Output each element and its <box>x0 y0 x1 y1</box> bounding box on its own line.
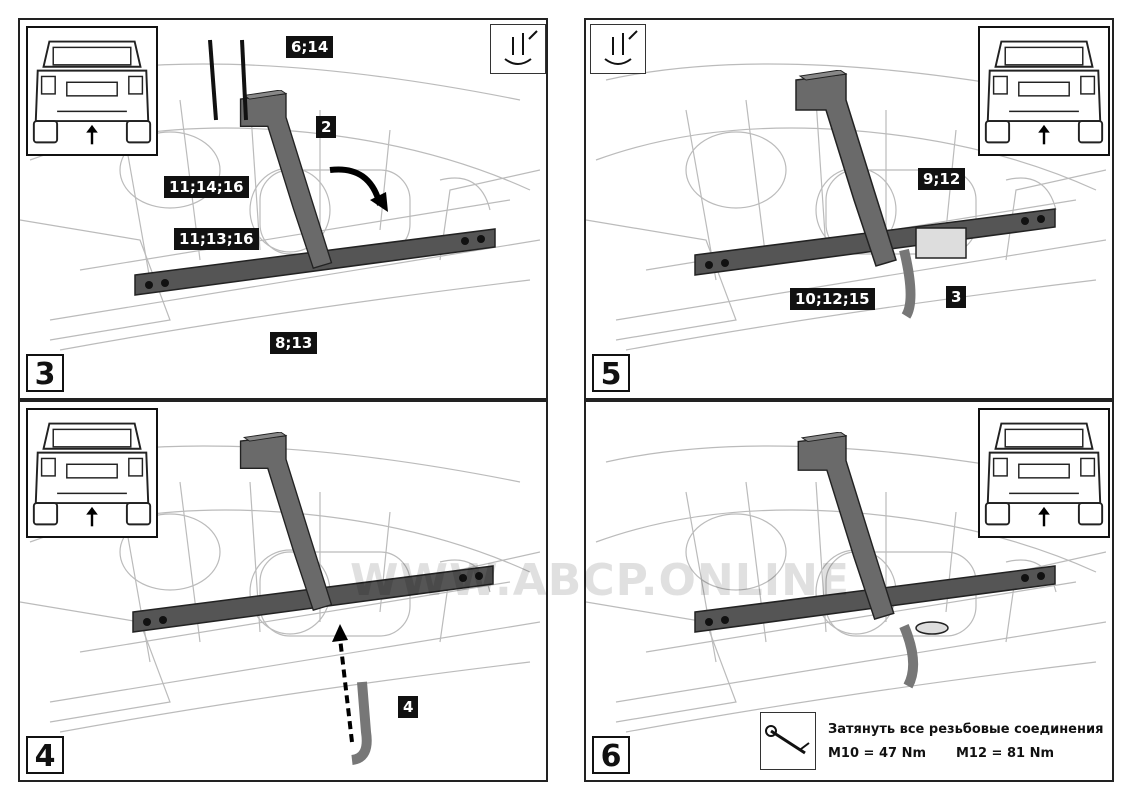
torque-note <box>760 712 1104 774</box>
car-rear-view-icon <box>28 28 156 154</box>
car-rear-view-icon <box>980 28 1108 154</box>
panel-step-3 <box>18 18 548 400</box>
car-rear-inset <box>978 26 1110 156</box>
callout-2: 2 <box>316 116 336 138</box>
step-number: 6 <box>592 736 630 774</box>
rotation-tool-box <box>490 24 546 74</box>
rotation-tool-icon <box>491 25 545 73</box>
callout-8-13: 8;13 <box>270 332 317 354</box>
panel-step-5 <box>584 18 1114 400</box>
car-rear-view-icon <box>980 410 1108 536</box>
callout-9-12: 9;12 <box>918 168 965 190</box>
step-number: 4 <box>26 736 64 774</box>
car-rear-view-icon <box>28 410 156 536</box>
callout-11-13-16: 11;13;16 <box>174 228 259 250</box>
callout-3: 3 <box>946 286 966 308</box>
rotation-tool-icon <box>591 25 645 73</box>
car-rear-inset <box>26 408 158 538</box>
torque-wrench-icon <box>761 713 815 769</box>
torque-m10: M10 = 47 Nm <box>828 746 927 761</box>
car-rear-inset <box>26 26 158 156</box>
torque-wrench-box <box>760 712 816 770</box>
callout-4: 4 <box>398 696 418 718</box>
callout-11-14-16: 11;14;16 <box>164 176 249 198</box>
callout-10-12-15: 10;12;15 <box>790 288 875 310</box>
step-number: 5 <box>592 354 630 392</box>
callout-6-14: 6;14 <box>286 36 333 58</box>
watermark: WWW.ABCP.ONLINE <box>350 555 851 606</box>
rotation-tool-box <box>590 24 646 74</box>
car-rear-inset <box>978 408 1110 538</box>
torque-instruction: Затянуть все резьбовые соединения <box>828 722 1104 737</box>
torque-m12: M12 = 81 Nm <box>956 746 1055 761</box>
step-number: 3 <box>26 354 64 392</box>
